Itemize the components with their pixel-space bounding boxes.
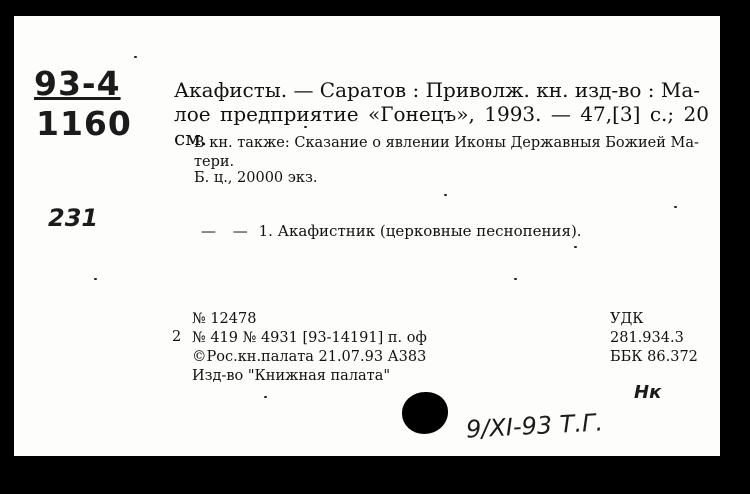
- scan-speck: [94, 278, 97, 280]
- udc-label: УДК: [610, 311, 644, 327]
- subject-heading: [201, 222, 582, 240]
- scan-speck: [304, 126, 307, 128]
- udc-value: 281.934.3: [610, 330, 684, 346]
- entry-line-1: Акафисты. — Саратов : Приволж. кн. изд-во : Ма-: [174, 78, 701, 102]
- scan-speck: [574, 246, 577, 248]
- registration-line-4: Изд-во "Книжная палата": [192, 368, 391, 384]
- registration-line-1: № 12478: [192, 311, 257, 327]
- contents-note: [194, 134, 714, 172]
- scan-speck: [674, 206, 677, 208]
- scan-speck: [444, 194, 447, 196]
- subject-text: 1. Акафистник (церковные песнопения).: [258, 222, 582, 240]
- bbk-value: 86.372: [647, 349, 698, 365]
- ink-blot: [402, 392, 448, 434]
- handwritten-mark: 231: [48, 204, 99, 232]
- call-number-bottom: 1160: [36, 104, 132, 143]
- subject-dashes: — —: [201, 222, 254, 240]
- catalog-card: [14, 16, 720, 456]
- entry-line-2: лое предприятие «Гонецъ», 1993. — 47,[3] с.; 20 см.: [174, 102, 709, 150]
- udc-line: [610, 310, 720, 348]
- scan-speck: [134, 56, 137, 58]
- note-line-2: тери.: [194, 154, 235, 170]
- registration-marker: 2: [172, 329, 182, 345]
- scan-speck: [514, 278, 517, 280]
- handwritten-initials: Нк: [634, 382, 662, 403]
- registration-line-3: ©Рос.кн.палата 21.07.93 А383: [192, 349, 427, 365]
- note-line-1: В кн. также: Сказание о явлении Иконы Державныя Божией Ма-: [194, 135, 699, 151]
- registration-line-2: № 419 № 4931 [93-14191] п. оф: [192, 330, 427, 346]
- handwritten-date: 9/XI-93 Т.Г.: [465, 408, 604, 444]
- classification-block: [610, 310, 720, 367]
- scan-speck: [264, 396, 267, 398]
- price-print-run: Б. ц., 20000 экз.: [194, 170, 318, 186]
- scan-border: [14, 456, 720, 494]
- bbk-label: ББК: [610, 349, 643, 365]
- registration-block: [192, 310, 427, 386]
- bbk-line: [610, 348, 720, 367]
- call-number-top: 93-4: [34, 64, 121, 103]
